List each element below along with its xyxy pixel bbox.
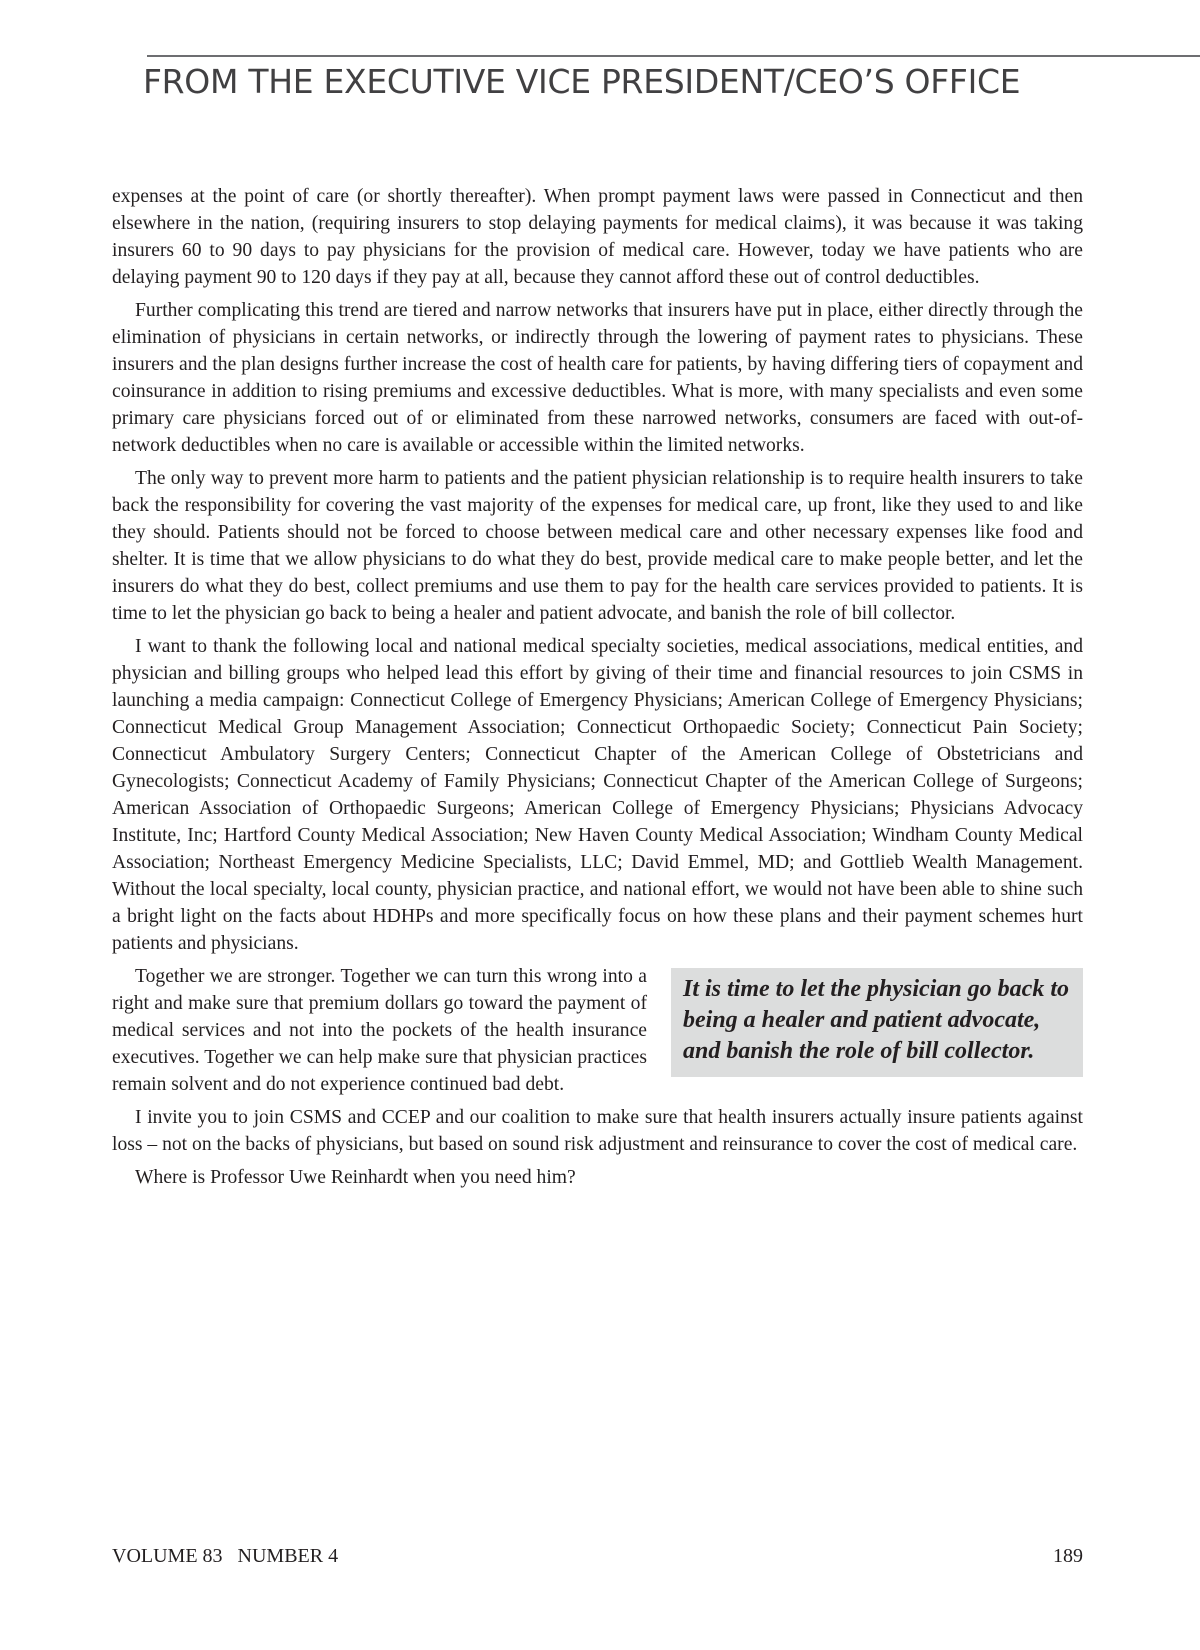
- header-rule: [147, 55, 1200, 57]
- footer-volume: VOLUME 83 NUMBER 4: [112, 1545, 339, 1567]
- footer-page-number: 189: [1053, 1545, 1083, 1567]
- paragraph: The only way to prevent more harm to patients and the patient physician relationship is to require health insurers to take back the responsibility for covering the vast majority of the expenses for medical care, up front, like they used to and like they should. Patients should not be forced to choose between medical care and other necessary expenses like food and shelter. It is time that we allow physicians to do what they do best, provide medical care to make people better, and let the insurers do what they do best, collect premiums and use them to pay for the health care services provided to patients. It is time to let the physician go back to being a healer and patient advocate, and banish the role of bill collector.: [112, 468, 1083, 624]
- paragraph: expenses at the point of care (or shortly thereafter). When prompt payment laws were passed in Connecticut and then elsewhere in the nation, (requiring insurers to stop delaying payments for medical claims), it was because it was taking insurers 60 to 90 days to pay physicians for the provision of medical care. However, today we have patients who are delaying payment 90 to 120 days if they pay at all, because they cannot afford these out of control deductibles.: [112, 186, 1083, 288]
- paragraph: Together we are stronger. Together we can turn this wrong into a right and make sure that premium dollars go toward the payment of medical services and not into the pockets of the health insurance executives. Together we can help make sure that physician practices remain solvent and do not experience continued bad debt.: [112, 966, 647, 1095]
- paragraph: I invite you to join CSMS and CCEP and our coalition to make sure that health insurers actually insure patients against loss – not on the backs of physicians, but based on sound risk adjustment and reinsurance to cover the cost of medical care.: [112, 1107, 1083, 1155]
- pull-quote: It is time to let the physician go back to being a healer and patient advocate, and banish the role of bill collector.: [671, 968, 1083, 1077]
- article-body: [112, 183, 1083, 1197]
- paragraph: Where is Professor Uwe Reinhardt when you need him?: [135, 1167, 576, 1188]
- paragraph: I want to thank the following local and national medical specialty societies, medical associations, medical entities, and physician and billing groups who helped lead this effort by giving of their time and financial resources to join CSMS in launching a media campaign: Connecticut College of Emergency Physicians; American College of Emergency Physicians; Connecticut Medical Group Management Association; Connecticut Orthopaedic Society; Connecticut Pain Society; Connecticut Ambulatory Surgery Centers; Connecticut Chapter of the American College of Obstetricians and Gynecologists; Connecticut Academy of Family Physicians; Connecticut Chapter of the American College of Surgeons; American Association of Orthopaedic Surgeons; American College of Emergency Physicians; Physicians Advocacy Institute, Inc; Hartford County Medical Association; New Haven County Medical Association; Windham County Medical Association; Northeast Emergency Medicine Specialists, LLC; David Emmel, MD; and Gottlieb Wealth Management. Without the local specialty, local county, physician practice, and national effort, we would not have been able to shine such a bright light on the facts about HDHPs and more specifically focus on how these plans and their payment schemes hurt patients and physicians.: [112, 636, 1083, 954]
- page-title: FROM THE EXECUTIVE VICE PRESIDENT/CEO’S OFFICE: [143, 62, 1021, 101]
- paragraph: Further complicating this trend are tiered and narrow networks that insurers have put in place, either directly through the elimination of physicians in certain networks, or indirectly through the lowering of payment rates to physicians. These insurers and the plan designs further increase the cost of health care for patients, by having differing tiers of copayment and coinsurance in addition to rising premiums and excessive deductibles. What is more, with many specialists and even some primary care physicians forced out of or eliminated from these narrowed networks, consumers are faced with out-of-network deductibles when no care is available or accessible within the limited networks.: [112, 300, 1083, 456]
